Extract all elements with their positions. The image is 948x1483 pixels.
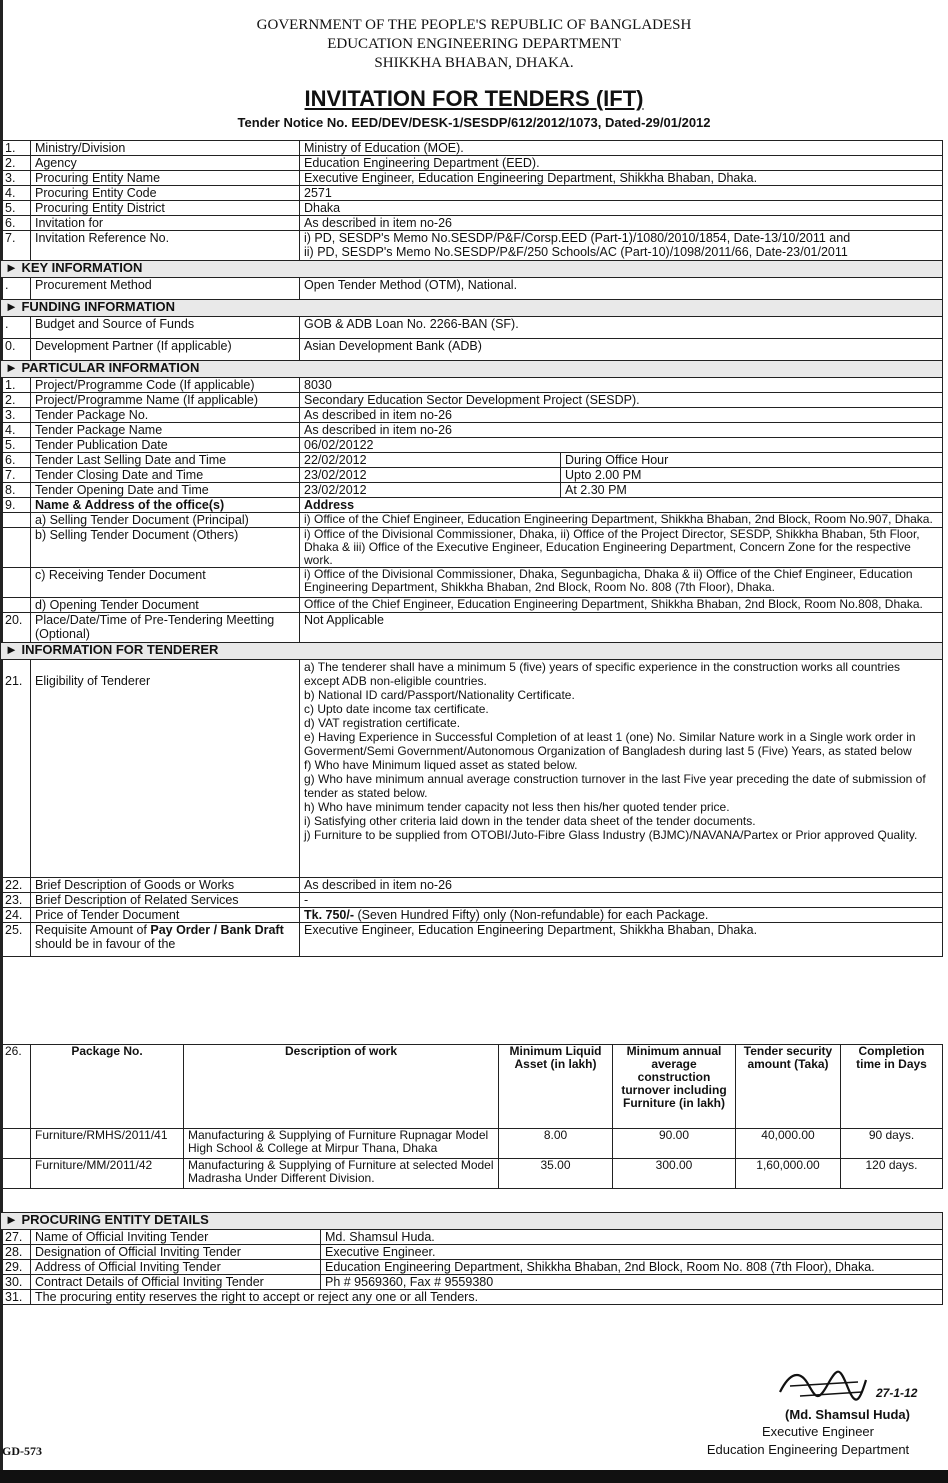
row-value: Office of the Chief Engineer, Education Engineering Department, Shikkha Bhaban, 2nd Block, Room No.808, Dhaka. [300,598,943,613]
row-label: Procuring Entity Name [31,171,300,186]
office-row [1,528,943,568]
row-label: Designation of Official Inviting Tender [31,1245,321,1260]
info-row [1,1290,943,1305]
section-key-information [1,261,943,278]
section-particular-information [1,361,943,378]
row-label: Address of Official Inviting Tender [31,1260,321,1275]
package-desc: Manufacturing & Supplying of Furniture Rupnagar Model High School & College at Mirpur Thana, Dhaka [184,1129,499,1159]
row-label: Invitation for [31,216,300,231]
office-row [1,598,943,613]
info-row [1,201,943,216]
info-row [1,1260,943,1275]
section-title: ► PROCURING ENTITY DETAILS [1,1213,943,1230]
row-label: d) Opening Tender Document [31,598,300,613]
row-time: Upto 2.00 PM [561,468,943,483]
row-number: 6. [1,216,31,231]
row-label: a) Selling Tender Document (Principal) [31,513,300,528]
row-label: Tender Publication Date [31,438,300,453]
package-row [1,1159,943,1189]
row-value: Address [300,498,943,513]
row-number: 2. [1,393,31,408]
section-title: ► KEY INFORMATION [1,261,943,278]
info-row [1,438,943,453]
row-value: Asian Development Bank (ADB) [300,339,943,361]
row-number: 31. [1,1290,31,1305]
row-number: 25. [1,923,31,957]
package-header-row [1,1045,943,1129]
info-row [1,1275,943,1290]
info-row [1,1230,943,1245]
office-row [1,513,943,528]
tender-info-table [0,140,943,957]
row-value: Md. Shamsul Huda. [321,1230,943,1245]
row-label: Invitation Reference No. [31,231,300,261]
row-label: Place/Date/Time of Pre-Tendering Meetting (Optional) [31,613,300,643]
reference-line-2: ii) PD, SESDP's Memo No.SESDP/P&F/250 Schools/AC (Part-10)/1098/2011/66, Date-23/01/2011 [304,245,848,259]
row-value: Executive Engineer, Education Engineering Department, Shikkha Bhaban, Dhaka. [300,171,943,186]
row-label: Brief Description of Goods or Works [31,878,300,893]
info-row [1,278,943,300]
document-title: INVITATION FOR TENDERS (IFT) [304,86,644,111]
row-time: At 2.30 PM [561,483,943,498]
package-liquid: 8.00 [499,1129,613,1159]
row-label: Project/Programme Name (If applicable) [31,393,300,408]
procuring-entity-table [0,1212,943,1305]
row-value: i) Office of the Divisional Commissioner, Dhaka, ii) Office of the Project Director, SESDP, Shikkha Bhaban, 5th Floor, Dhaka & iii) Office of the Executive Engineer, Education Engineering Department, Concern Zone for the respective work. [300,528,943,568]
info-row [1,231,943,261]
package-days: 120 days. [841,1159,943,1189]
form-code: GD-573 [2,1444,42,1458]
row-number: 29. [1,1260,31,1275]
row-value: Ministry of Education (MOE). [300,141,943,156]
row-value: Executive Engineer. [321,1245,943,1260]
info-row [1,216,943,231]
package-security: 1,60,000.00 [736,1159,841,1189]
row-value-text: - [304,893,309,907]
row-label: Development Partner (If applicable) [31,339,300,361]
info-row [1,468,943,483]
package-days: 90 days. [841,1129,943,1159]
row-date: 22/02/2012 [300,453,561,468]
row-value: Not Applicable [300,613,943,643]
package-column-header: Description of work [184,1045,499,1129]
row-number: 27. [1,1230,31,1245]
section-procuring-entity [1,1213,943,1230]
row-label: Agency [31,156,300,171]
row-label: c) Receiving Tender Document [31,568,300,598]
row-label: Budget and Source of Funds [31,317,300,339]
package-table [0,1044,943,1189]
row-number: 5. [1,201,31,216]
offices-header-row [1,498,943,513]
row-time: During Office Hour [561,453,943,468]
row-number [1,1159,31,1189]
pay-order-label-part: Requisite Amount of [35,923,151,937]
row-label: Brief Description of Related Services [31,893,300,908]
package-row [1,1129,943,1159]
row-label [31,923,300,957]
row-number: 22. [1,878,31,893]
row-value: The procuring entity reserves the right to accept or reject any one or all Tenders. [31,1290,943,1305]
row-value: As described in item no-26 [300,408,943,423]
package-column-header: Minimum annual average construction turnover including Furniture (in lakh) [613,1045,736,1129]
package-liquid: 35.00 [499,1159,613,1189]
info-row [1,423,943,438]
eligibility-item: g) Who have minimum annual average construction turnover in the last Five year preceding the date of submission of tender as stated below. [304,772,926,800]
row-value [300,231,943,261]
pay-order-label-part: Pay Order / Bank Draft [150,923,284,937]
row-value-text: As described in item no-26 [304,878,452,892]
row-number: 28. [1,1245,31,1260]
section-funding-information [1,300,943,317]
scan-bottom-bar [0,1470,948,1483]
package-pkg: Furniture/MM/2011/42 [31,1159,184,1189]
office-row [1,568,943,598]
package-turnover: 300.00 [613,1159,736,1189]
tender-notice-number: Tender Notice No. EED/DEV/DESK-1/SESDP/612/2012/1073, Dated-29/01/2012 [237,115,711,130]
row-value: As described in item no-26 [300,423,943,438]
package-turnover: 90.00 [613,1129,736,1159]
row-value: 8030 [300,378,943,393]
eligibility-list [300,660,943,878]
row-number: 9. [1,498,31,513]
row-number: 21. [1,660,31,878]
row-number: 26. [1,1045,31,1129]
row-number: 1. [1,378,31,393]
row-value: Ph # 9569360, Fax # 9559380 [321,1275,943,1290]
info-row [1,1245,943,1260]
row-value: Open Tender Method (OTM), National. [300,278,943,300]
row-number: 4. [1,423,31,438]
reference-line-1: i) PD, SESDP's Memo No.SESDP/P&F/Corsp.EED (Part-1)/1080/2010/1854, Date-13/10/2011 and [304,231,851,245]
row-label: Project/Programme Code (If applicable) [31,378,300,393]
row-number: 5. [1,438,31,453]
row-number: 0. [1,339,31,361]
package-column-header: Tender security amount (Taka) [736,1045,841,1129]
eligibility-item: e) Having Experience in Successful Completion of at least 1 (one) No. Similar Nature work in a Single work order in Goverment/Semi Government/Autonomous Organization of Bangladesh during last 5 (Five) Years, as stated below [304,730,916,758]
info-row [1,908,943,923]
row-number: 7. [1,468,31,483]
row-value: Education Engineering Department (EED). [300,156,943,171]
row-number [1,598,31,613]
section-information-for-tenderer [1,643,943,660]
row-label: Contract Details of Official Inviting Tender [31,1275,321,1290]
package-column-header: Package No. [31,1045,184,1129]
info-row [1,339,943,361]
signatory-name: (Md. Shamsul Huda) [785,1407,910,1422]
row-value: GOB & ADB Loan No. 2266-BAN (SF). [300,317,943,339]
row-number: 7. [1,231,31,261]
package-pkg: Furniture/RMHS/2011/41 [31,1129,184,1159]
row-value: i) Office of the Divisional Commissioner, Dhaka, Segunbagicha, Dhaka & ii) Office of the Chief Engineer, Education Engineering Department, Shikkha Bhaban, 2nd Block, Room No. 808 (7th Floor), Dhaka. [300,568,943,598]
eligibility-item: h) Who have minimum tender capacity not less then his/her quoted tender price. [304,800,730,814]
header-government: GOVERNMENT OF THE PEOPLE'S REPUBLIC OF BANGLADESH [256,17,692,33]
row-value-text: (Seven Hundred Fifty) only (Non-refundable) for each Package. [354,908,709,922]
row-value: Secondary Education Sector Development Project (SESDP). [300,393,943,408]
row-number: . [1,317,31,339]
row-number [1,528,31,568]
section-title: ► FUNDING INFORMATION [1,300,943,317]
row-number: 6. [1,453,31,468]
row-label: Procurement Method [31,278,300,300]
row-number: 24. [1,908,31,923]
info-row [1,893,943,908]
info-row [1,156,943,171]
row-value: Dhaka [300,201,943,216]
info-row [1,453,943,468]
signature-date: 27-1-12 [876,1386,918,1400]
row-label: Tender Last Selling Date and Time [31,453,300,468]
info-row [1,171,943,186]
row-label: b) Selling Tender Document (Others) [31,528,300,568]
row-label: Name of Official Inviting Tender [31,1230,321,1245]
header-department: EDUCATION ENGINEERING DEPARTMENT [327,36,621,52]
row-value [300,878,943,893]
eligibility-item: i) Satisfying other criteria laid down in the tender data sheet of the tender documents. [304,814,756,828]
row-number [1,513,31,528]
row-value: Executive Engineer, Education Engineering Department, Shikkha Bhaban, Dhaka. [300,923,943,957]
info-row [1,317,943,339]
section-title: ► PARTICULAR INFORMATION [1,361,943,378]
row-label: Name & Address of the office(s) [31,498,300,513]
row-label: Price of Tender Document [31,908,300,923]
package-column-header: Completion time in Days [841,1045,943,1129]
eligibility-item: d) VAT registration certificate. [304,716,461,730]
row-number: 1. [1,141,31,156]
row-value [300,908,943,923]
info-row [1,408,943,423]
row-label: Procuring Entity Code [31,186,300,201]
row-number: 2. [1,156,31,171]
pay-order-label-part: should be in favour of the [35,937,176,951]
row-date: 23/02/2012 [300,468,561,483]
info-row [1,141,943,156]
row-number: 3. [1,171,31,186]
row-number: . [1,278,31,300]
eligibility-item: f) Who have Minimum liqued asset as stated below. [304,758,578,772]
package-column-header: Minimum Liquid Asset (in lakh) [499,1045,613,1129]
info-row [1,483,943,498]
row-number: 4. [1,186,31,201]
row-value: As described in item no-26 [300,216,943,231]
row-label: Ministry/Division [31,141,300,156]
package-security: 40,000.00 [736,1129,841,1159]
row-value: 2571 [300,186,943,201]
info-row [1,613,943,643]
signatory-title: Executive Engineer [761,1424,874,1439]
row-date: 23/02/2012 [300,483,561,498]
info-row [1,393,943,408]
row-label: Tender Package Name [31,423,300,438]
row-number: 20. [1,613,31,643]
eligibility-item: a) The tenderer shall have a minimum 5 (five) years of specific experience in the construction works all countries except ADB non-eligible countries. [304,660,901,688]
row-value: i) Office of the Chief Engineer, Education Engineering Department, Shikkha Bhaban, 2nd Block, Room No.907, Dhaka. [300,513,943,528]
package-desc: Manufacturing & Supplying of Furniture at selected Model Madrasha Under Different Division. [184,1159,499,1189]
info-row [1,878,943,893]
row-number [1,1129,31,1159]
row-number: 30. [1,1275,31,1290]
row-label: Eligibility of Tenderer [31,660,300,878]
row-value: Education Engineering Department, Shikkha Bhaban, 2nd Block, Room No. 808 (7th Floor), Dhaka. [321,1260,943,1275]
row-number [1,568,31,598]
section-title: ► INFORMATION FOR TENDERER [1,643,943,660]
eligibility-item: j) Furniture to be supplied from OTOBI/Juto-Fibre Glass Industry (BJMC)/NAVANA/Partex or Prior approved Quality. [304,828,918,842]
header-location: SHIKKHA BHABAN, DHAKA. [374,55,574,71]
row-value: 06/02/20122 [300,438,943,453]
row-label: Tender Closing Date and Time [31,468,300,483]
signatory-department: Education Engineering Department [706,1442,910,1457]
eligibility-row [1,660,943,878]
pay-order-row [1,923,943,957]
row-number: 23. [1,893,31,908]
row-label: Procuring Entity District [31,201,300,216]
info-row [1,378,943,393]
row-value [300,893,943,908]
row-number: 3. [1,408,31,423]
eligibility-item: b) National ID card/Passport/Nationality Certificate. [304,688,575,702]
info-row [1,186,943,201]
row-label: Tender Opening Date and Time [31,483,300,498]
row-number: 8. [1,483,31,498]
eligibility-item: c) Upto date income tax certificate. [304,702,489,716]
tender-price: Tk. 750/- [304,908,355,922]
row-label: Tender Package No. [31,408,300,423]
